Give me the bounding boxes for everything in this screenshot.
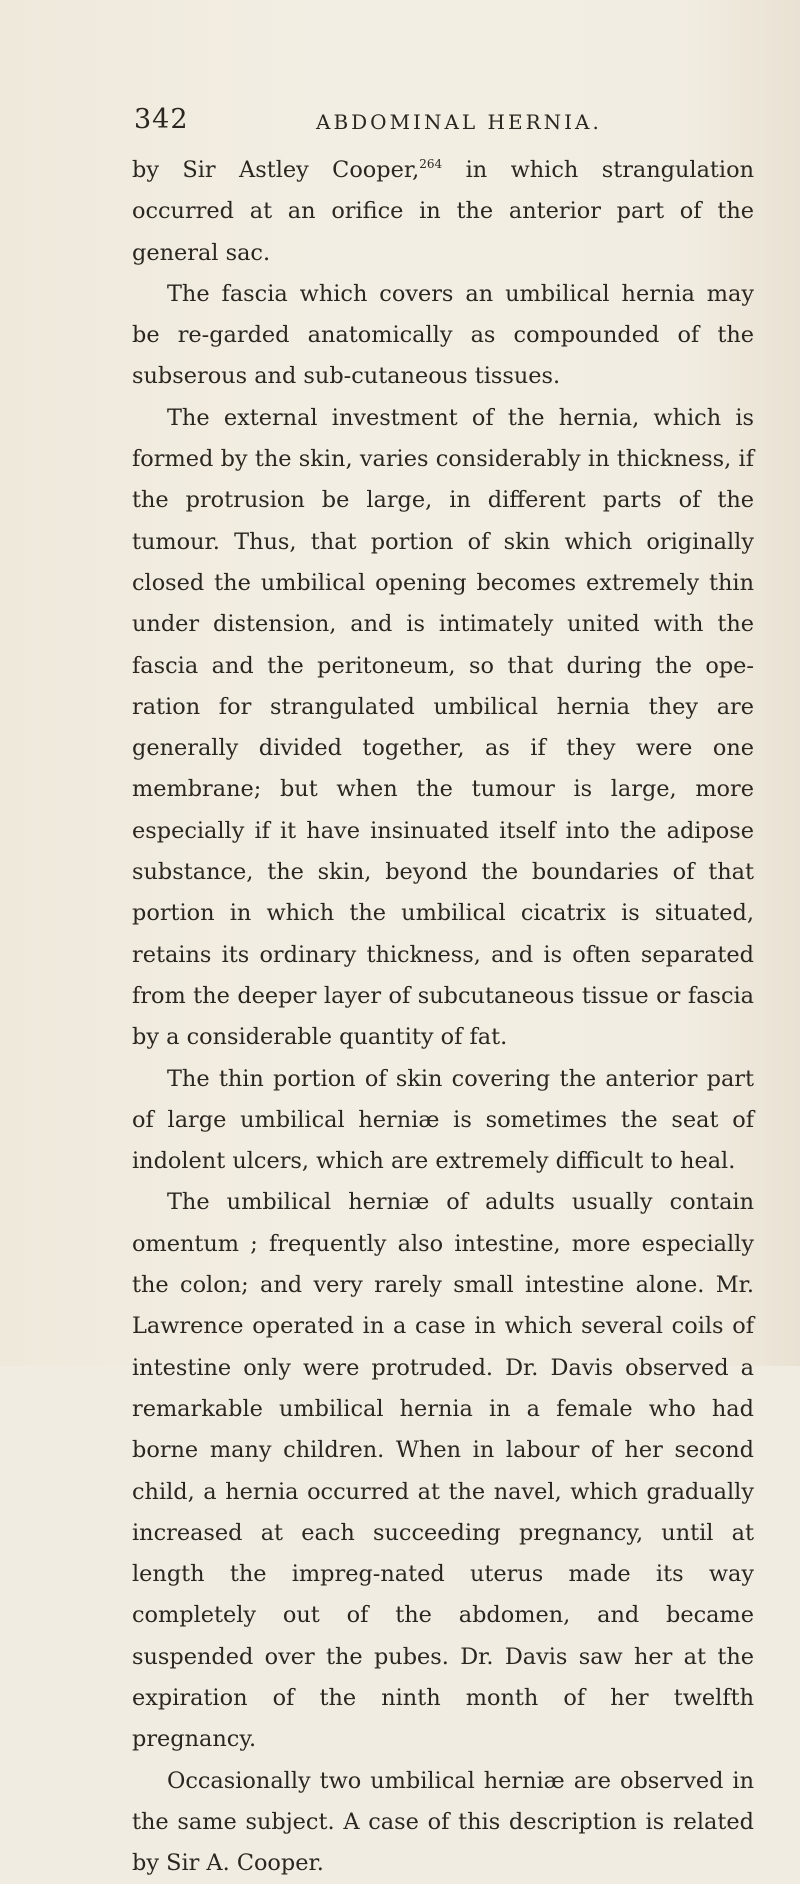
body-text: [132, 150, 754, 1884]
paragraph-external-investment: The external investment of the hernia, which is formed by the skin, varies considerably in thickness, if the protrusion be large, in different parts of the tumour. Thus, that portion of skin which originally closed the umbilical opening becomes extremely thin under distension, and is intimately united with the fascia and the peritoneum, so that during the ope-ration for strangulated umbilical hernia they are generally divided together, as if they were one membrane; but when the tumour is large, more especially if it have insinuated itself into the adipose substance, the skin, beyond the boundaries of that portion in which the umbilical cicatrix is situated, retains its ordinary thickness, and is often separated from the deeper layer of subcutaneous tissue or fascia by a considerable quantity of fat.: [132, 404, 754, 1051]
paragraph-two-herniae: Occasionally two umbilical herniæ are observed in the same subject. A case of this description is related by Sir A. Cooper.: [132, 1767, 754, 1877]
running-title: ABDOMINAL HERNIA.: [316, 110, 602, 134]
paragraph-fascia: The fascia which covers an umbilical hernia may be re-garded anatomically as compounded of the subserous and sub-cutaneous tissues.: [132, 280, 754, 390]
paragraph-text: in which strangulation occurred at an orifice in the anterior part of the general sac.: [132, 157, 754, 266]
paragraph-text: by Sir Astley Cooper,: [132, 157, 420, 183]
running-head: [134, 104, 784, 144]
paragraph-continuation: [132, 150, 754, 274]
page-number: 342: [134, 104, 189, 135]
paragraph-thin-skin: The thin portion of skin covering the anterior part of large umbilical herniæ is sometimes the seat of indolent ulcers, which are extremely difficult to heal.: [132, 1065, 754, 1175]
footnote-reference: 264: [419, 157, 443, 171]
paragraph-contents: The umbilical herniæ of adults usually contain omentum ; frequently also intestine, more especially the colon; and very rarely small intestine alone. Mr. Lawrence operated in a case in which several coils of intestine only were protruded. Dr. Davis observed a remarkable umbilical hernia in a female who had borne many children. When in labour of her second child, a hernia occurred at the navel, which gradually increased at each succeeding pregnancy, until at length the impreg-nated uterus made its way completely out of the abdomen, and became suspended over the pubes. Dr. Davis saw her at the expiration of the ninth month of her twelfth pregnancy.: [132, 1189, 754, 1753]
